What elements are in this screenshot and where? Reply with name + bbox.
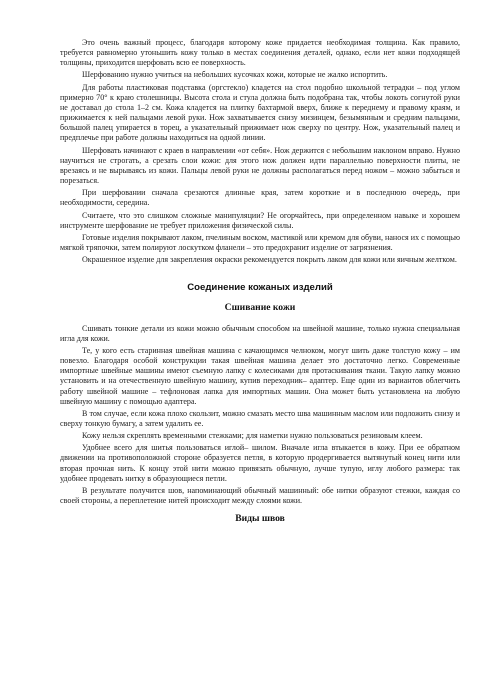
section-heading: Соединение кожаных изделий — [187, 282, 333, 294]
subsection-heading: Сшивание кожи — [224, 302, 296, 314]
section-skiving — [60, 38, 460, 265]
paragraph: Шерфовать начинают с краев в направлении «от себя». Нож держится с небольшим наклоном вправо. Нужно научиться не строгать, а срезать слои кожи: для этого нож должен идти параллельно поверхности плиты, не врезаясь и не вырываясь из кожи. Пальцы левой руки не должны располагаться перед ножом – можно забыться и порезаться. — [60, 145, 460, 186]
paragraph: В результате получится шов, напоминающий обычный машинный: обе нитки образуют стежки, каждая со своей стороны, а переплетение нитей происходит между слоями кожи. — [60, 485, 460, 506]
paragraph: Те, у кого есть старинная швейная машина с качающимся челноком, могут шить даже толстую кожу – им повезло. Благодаря особой конструкции такая швейная машина делает это достаточно легко. Современные импортные швейные машины имеют съемную лапку с колесиками для протаскивания ткани. Такую лапку можно установить и на отечественную швейную машину, купив переходник– адаптер. Еще один из вариантов облегчить работу швейной машине – тефлоновая лапка для импортных машин. Она может быть установлена на любую швейную машину с помощью адаптера. — [60, 345, 460, 406]
paragraph: Окрашенное изделие для закрепления окраски рекомендуется покрыть лаком для кожи или яичным желтком. — [82, 255, 457, 265]
next-section-heading: Виды швов — [235, 513, 285, 525]
paragraph: Сшивать тонкие детали из кожи можно обычным способом на швейной машине, только нужна специальная игла для кожи. — [60, 323, 460, 343]
paragraph: Шерфованию нужно учиться на небольших кусочках кожи, которые не жалко испортить. — [82, 70, 388, 80]
paragraph: Для работы пластиковая подставка (оргстекло) кладется на стол подобно школьной тетрадки – под углом примерно 70° к краю столешницы. Высота стола и стула должна быть подобрана так, чтобы локоть согнутой руки не доставал до стола 1–2 см. Кожа кладется на плитку бахтармой вверх, ближе к переднему и правому краям, и прижимается к ней пальцами левой руки. Нож захватывается снизу мизинцем, безымянным и средним пальцами, большой палец упирается в торец, а указательный прижимает нож сверху по центру. Нож, указательный палец и предплечье при работе должны находиться на одной линии. — [60, 82, 460, 143]
paragraph: Удобнее всего для шитья пользоваться иглой– шилом. Вначале игла втыкается в кожу. При ее обратном движении на противоположной стороне образуется петля, в которую продергивается вытянутый конец нити или вторая прочная нить. К концу этой нити можно привязать обычную, лучше тупую, иглу любого размера: так удобнее продевать нитку в образующиеся петли. — [60, 443, 460, 483]
paragraph: Считаете, что это слишком сложные манипуляции? Не огорчайтесь, при определенном навыке и хорошем инструменте шерфование не требует приложения физической силы. — [60, 210, 460, 230]
paragraph: При шерфовании сначала срезаются длинные края, затем короткие и в последнюю очередь, при необходимости, середина. — [60, 188, 460, 208]
paragraph: Готовые изделия покрывают лаком, пчелиным воском, мастикой или кремом для обуви, нанося их с помощью мягкой тряпочки, затем полируют лоскутком фланели – это предохранит изделие от загрязнения. — [60, 232, 460, 252]
paragraph: Это очень важный процесс, благодаря которому коже придается необходимая толщина. Как правило, требуется равномерно утоньшить кожу только в местах соединения деталей, однако, если нет кожи подходящей толщины, приходится шерфовать всю ее поверхность. — [60, 38, 460, 68]
section-stitching — [60, 324, 460, 507]
paragraph: В том случае, если кожа плохо скользит, можно смазать место шва машинным маслом или подложить снизу и сверху тонкую бумагу, а затем удалить ее. — [60, 408, 460, 428]
paragraph: Кожу нельзя скреплять временными стежками; для наметки нужно пользоваться резиновым клеем. — [82, 431, 423, 441]
